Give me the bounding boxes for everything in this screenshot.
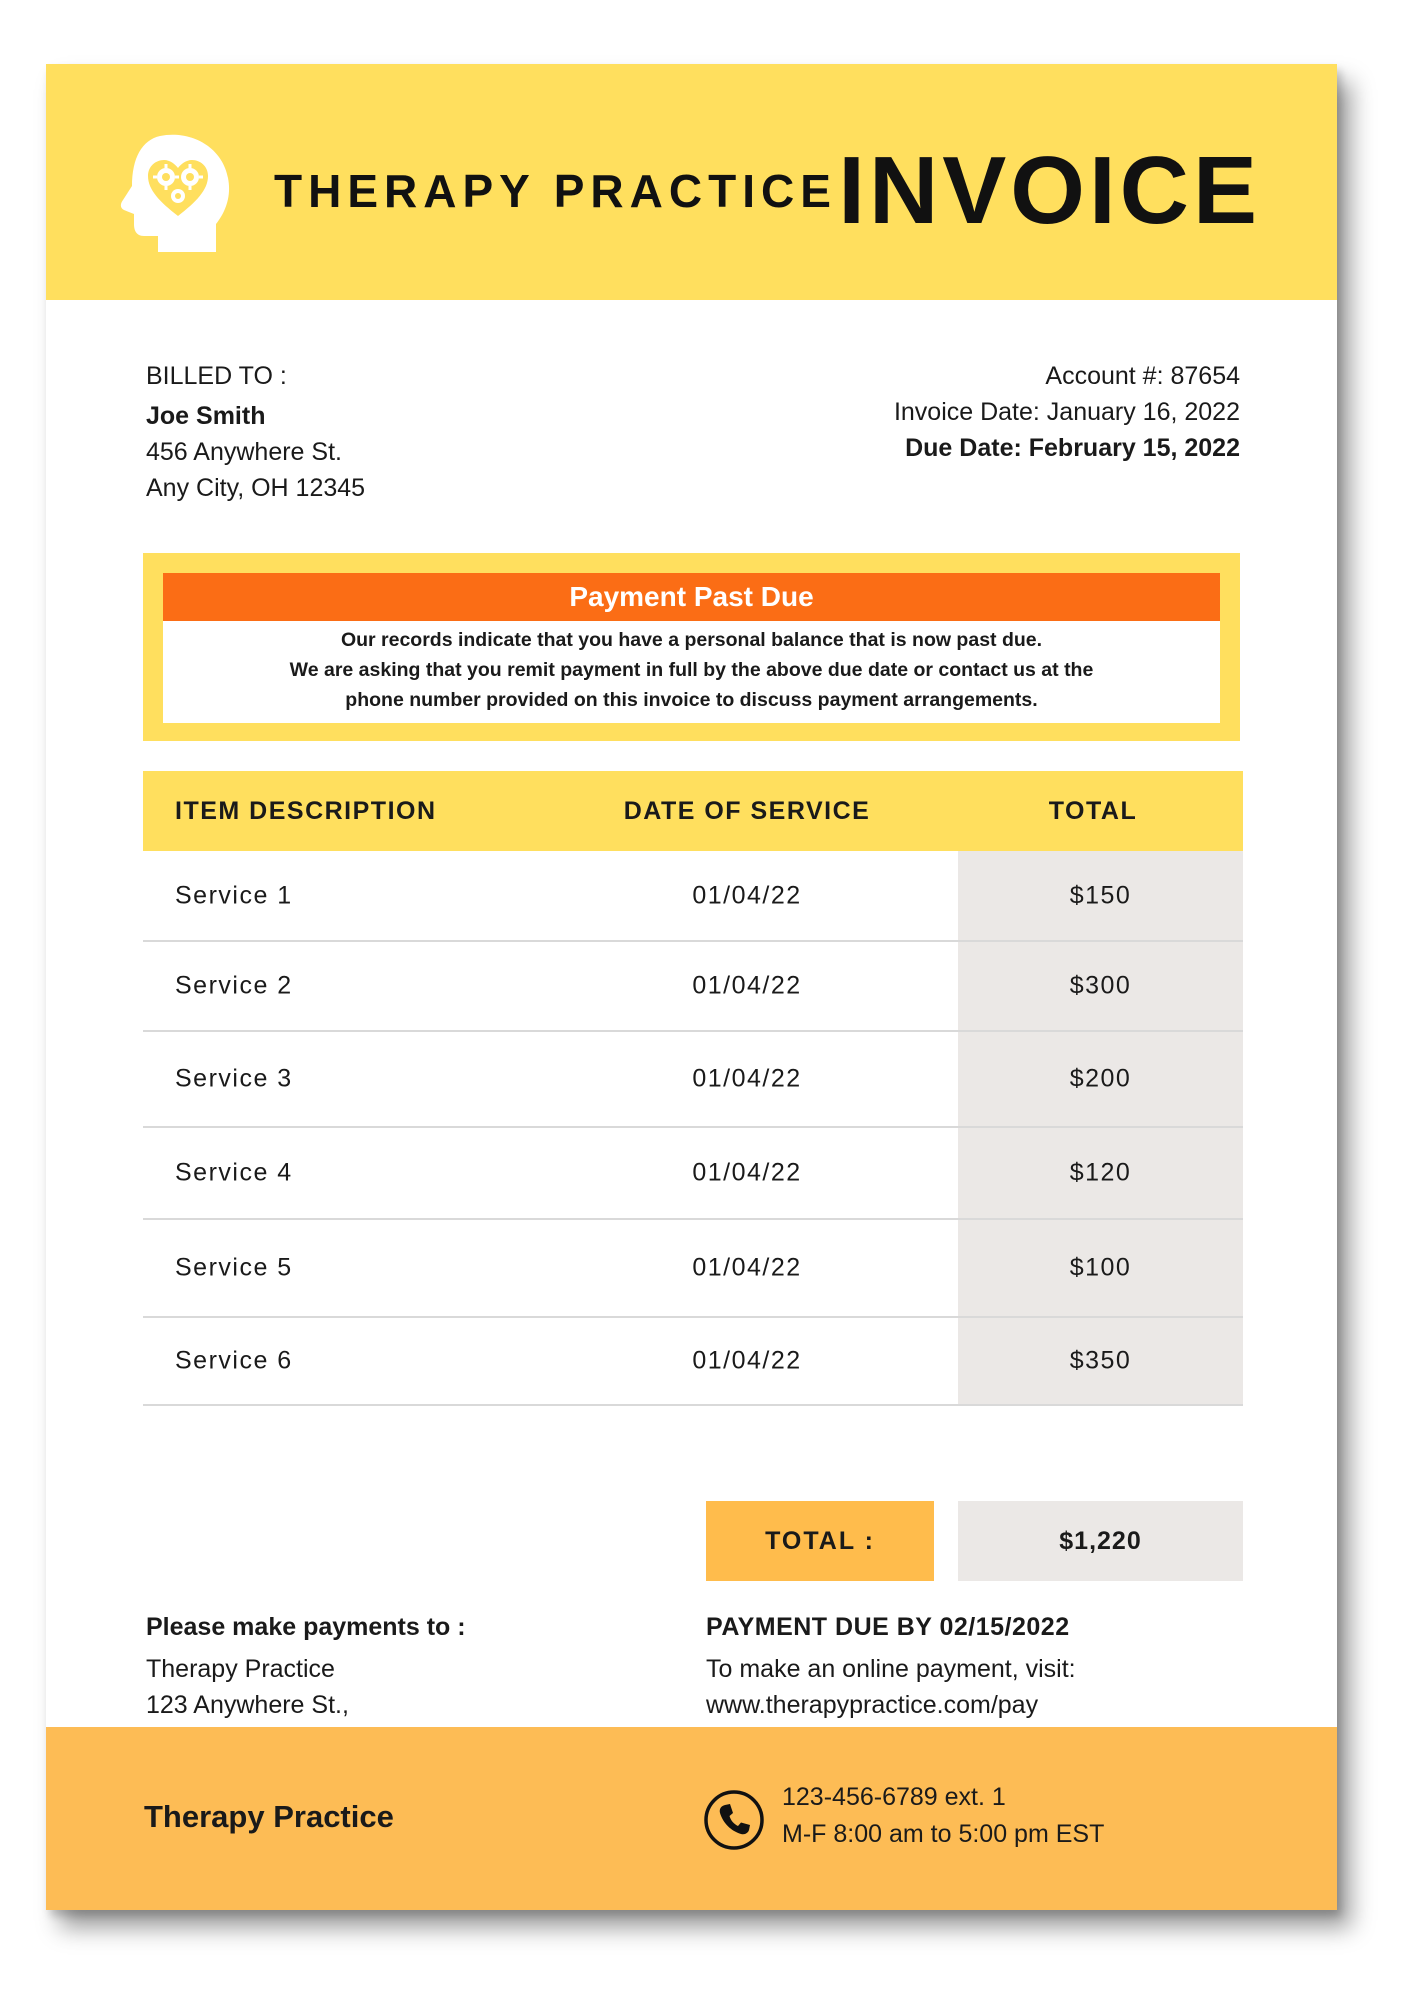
table-row (143, 1318, 1243, 1406)
payment-address-line2: 123 Anywhere St., (146, 1691, 349, 1719)
row-total: $350 (1069, 1346, 1132, 1375)
row-date: 01/04/22 (692, 1064, 802, 1093)
row-date: 01/04/22 (692, 881, 802, 909)
footer-phone: 123-456-6789 ext. 1 (782, 1783, 1006, 1811)
payment-due-instructions: To make an online payment, visit: (706, 1655, 1076, 1683)
row-total: $300 (1069, 971, 1132, 1000)
document-title: INVOICE (838, 137, 1261, 244)
table-header (143, 771, 1243, 851)
grand-total-label: TOTAL : (706, 1501, 934, 1581)
row-date: 01/04/22 (692, 971, 802, 1000)
billed-to-label: BILLED TO : (146, 362, 287, 390)
payment-address-heading: Please make payments to : (146, 1613, 466, 1641)
invoice-date: Invoice Date: January 16, 2022 (893, 398, 1240, 426)
services-table (143, 771, 1243, 1406)
invoice-footer (46, 1727, 1337, 1910)
header-date-of-service: DATE OF SERVICE (623, 797, 871, 825)
past-due-alert-title: Payment Past Due (163, 573, 1220, 621)
payment-due-heading: PAYMENT DUE BY 02/15/2022 (706, 1613, 1070, 1641)
row-date: 01/04/22 (692, 1346, 802, 1375)
table-row (143, 942, 1243, 1032)
account-number: Account #: 87654 (1045, 362, 1240, 390)
account-info-block (894, 358, 1240, 466)
due-date: Due Date: February 15, 2022 (905, 434, 1240, 462)
phone-icon (703, 1789, 765, 1851)
billed-to-address-line2: Any City, OH 12345 (146, 474, 366, 502)
header-total: TOTAL (1048, 797, 1138, 825)
table-row (143, 1128, 1243, 1220)
footer-practice-name: Therapy Practice (144, 1799, 394, 1834)
footer-hours: M-F 8:00 am to 5:00 pm EST (782, 1820, 1105, 1848)
table-row (143, 1032, 1243, 1128)
grand-total-value: $1,220 (958, 1501, 1243, 1581)
row-description: Service 2 (175, 971, 293, 1000)
billed-to-address-line1: 456 Anywhere St. (146, 438, 342, 466)
payment-due-block (706, 1609, 1076, 1723)
invoice-page (46, 64, 1337, 1910)
table-row (143, 851, 1243, 942)
row-total: $200 (1069, 1064, 1132, 1093)
alert-line: We are asking that you remit payment in full by the above due date or contact us at the (289, 659, 1094, 681)
payment-url[interactable]: www.therapypractice.com/pay (706, 1691, 1039, 1719)
head-gears-icon (120, 132, 234, 254)
row-date: 01/04/22 (692, 1158, 802, 1187)
row-date: 01/04/22 (692, 1253, 802, 1282)
row-description: Service 5 (175, 1253, 293, 1282)
past-due-alert (143, 553, 1240, 741)
row-description: Service 3 (175, 1064, 293, 1093)
row-total: $150 (1069, 881, 1132, 909)
row-total: $100 (1069, 1253, 1132, 1282)
alert-line: Our records indicate that you have a personal balance that is now past due. (340, 629, 1043, 651)
billed-to-block (146, 358, 365, 506)
practice-name: THERAPY PRACTICE (274, 165, 837, 217)
billed-to-name: Joe Smith (146, 402, 266, 430)
row-description: Service 4 (175, 1158, 293, 1187)
table-body (143, 851, 1243, 1406)
alert-line: phone number provided on this invoice to discuss payment arrangements. (345, 689, 1038, 711)
header-item-description: ITEM DESCRIPTION (175, 797, 437, 825)
invoice-header (46, 64, 1337, 300)
past-due-alert-inner (163, 573, 1220, 723)
row-description: Service 1 (175, 881, 293, 909)
past-due-alert-body (163, 621, 1220, 715)
table-row (143, 1220, 1243, 1318)
payment-address-line1: Therapy Practice (146, 1655, 335, 1683)
row-total: $120 (1069, 1158, 1132, 1187)
row-description: Service 6 (175, 1346, 293, 1375)
footer-contact (782, 1779, 1104, 1853)
